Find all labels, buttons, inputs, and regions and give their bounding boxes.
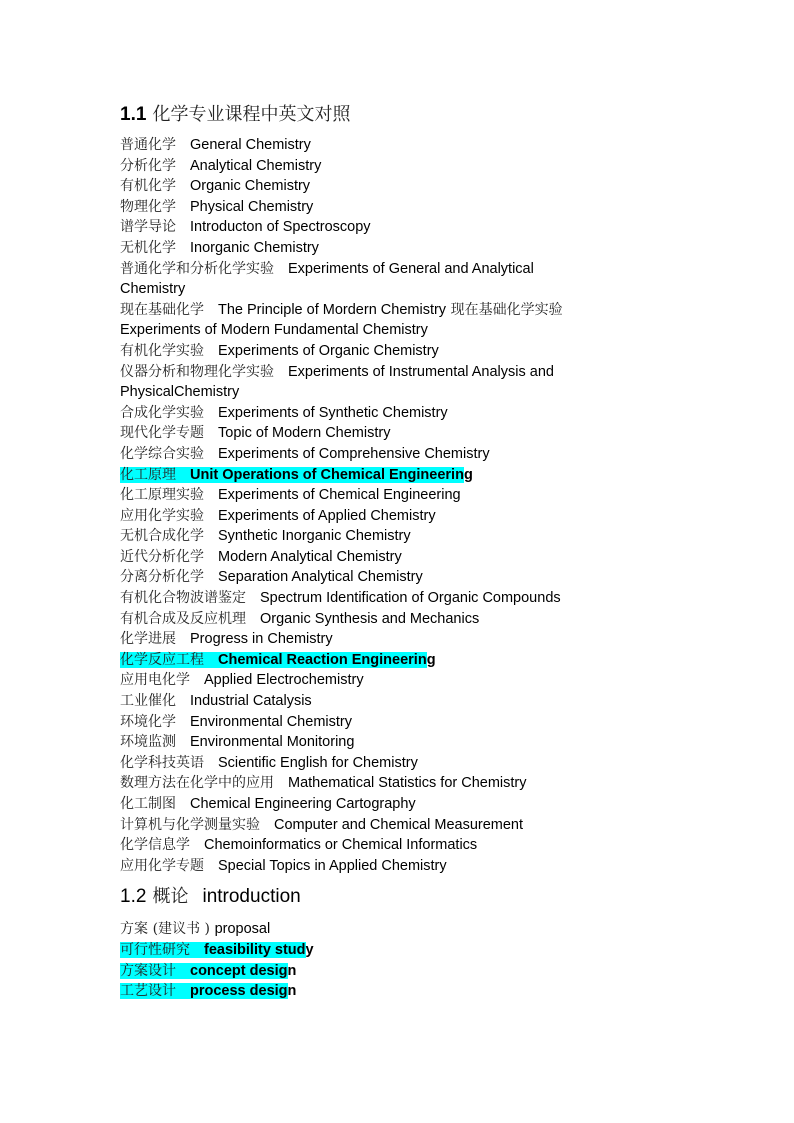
course-item xyxy=(120,341,590,362)
course-item xyxy=(120,815,590,836)
course-zh: 普通化学和分析化学实验 xyxy=(120,260,274,277)
course-item xyxy=(120,485,590,506)
course-en: Inorganic Chemistry xyxy=(190,239,319,256)
course-item xyxy=(120,712,590,733)
course-zh: 合成化学实验 xyxy=(120,404,204,421)
course-item xyxy=(120,217,590,238)
document-content xyxy=(120,100,590,1002)
course-en: Experiments of Synthetic Chemistry xyxy=(218,404,448,421)
course-zh: 化学综合实验 xyxy=(120,445,204,462)
course-item xyxy=(120,753,590,774)
course-zh: 有机化学实验 xyxy=(120,342,204,359)
term-en: process desig xyxy=(190,983,288,1000)
course-zh: 化学科技英语 xyxy=(120,754,204,771)
course-en: Chemical Reaction Engineerin xyxy=(218,651,427,668)
course-zh: 计算机与化学测量实验 xyxy=(120,816,260,833)
course-zh: 化学信息学 xyxy=(120,837,190,854)
term-zh: 可行性研究 xyxy=(120,941,190,958)
course-en: Organic Chemistry xyxy=(190,178,311,195)
course-en: Organic Synthesis and Mechanics xyxy=(260,610,480,627)
course-zh: 化学进展 xyxy=(120,631,176,648)
course-zh: 仪器分析和物理化学实验 xyxy=(120,363,274,380)
term-zh: 方案设计 xyxy=(120,962,176,979)
term-en-tail: n xyxy=(287,962,297,979)
course-item xyxy=(120,238,590,259)
proposal-line xyxy=(120,919,590,940)
course-item xyxy=(120,176,590,197)
course-item xyxy=(120,773,590,794)
course-zh: 现在基础化学 xyxy=(120,301,204,318)
term-en: feasibility stud xyxy=(204,941,306,958)
course-zh: 应用电化学 xyxy=(120,672,190,689)
course-en: Chemical Engineering Cartography xyxy=(190,796,416,812)
course-en: Modern Analytical Chemistry xyxy=(218,548,402,565)
course-en: Topic of Modern Chemistry xyxy=(218,425,391,442)
course-item xyxy=(120,567,590,588)
course-item xyxy=(120,197,590,218)
course-en: Environmental Chemistry xyxy=(190,713,352,730)
course-zh: 数理方法在化学中的应用 xyxy=(120,775,274,792)
course-item xyxy=(120,403,590,424)
course-zh: 谱学导论 xyxy=(120,219,176,236)
course-zh: 无机合成化学 xyxy=(120,528,204,545)
course-zh: 有机合成及反应机理 xyxy=(120,610,246,627)
proposal-zh: 方案 xyxy=(120,921,148,938)
section-2-title-zh: 概论 xyxy=(152,886,189,908)
course-item xyxy=(120,547,590,568)
course-en: Experiments of Chemical Engineering xyxy=(218,487,461,504)
course-zh: 有机化学 xyxy=(120,178,176,195)
course-item xyxy=(120,300,590,341)
course-item xyxy=(120,526,590,547)
course-zh: 无机化学 xyxy=(120,239,176,256)
course-item xyxy=(120,609,590,630)
course-zh: 有机化合物波谱鉴定 xyxy=(120,590,246,607)
course-en: Experiments of General and Analytical Chemistry xyxy=(120,260,534,298)
course-en: Introducton of Spectroscopy xyxy=(190,219,371,236)
course-en: Scientific English for Chemistry xyxy=(218,754,418,771)
course-item xyxy=(120,588,590,609)
course-en: Environmental Monitoring xyxy=(190,734,355,751)
course-item xyxy=(120,732,590,753)
course-zh: 近代分析化学 xyxy=(120,548,204,565)
course-en: Experiments of Instrumental Analysis and PhysicalChemistry xyxy=(120,363,554,401)
course-en-secondary: Experiments of Modern Fundamental Chemistry xyxy=(120,322,428,339)
course-en: Special Topics in Applied Chemistry xyxy=(218,857,447,874)
course-item xyxy=(120,423,590,444)
proposal-en: proposal xyxy=(214,921,271,938)
course-item-highlighted xyxy=(120,465,590,486)
course-zh: 工业催化 xyxy=(120,693,176,710)
course-item xyxy=(120,506,590,527)
course-zh: 应用化学专题 xyxy=(120,857,204,874)
course-zh: 分析化学 xyxy=(120,157,176,174)
course-zh-secondary: 现在基础化学实验 xyxy=(450,301,563,318)
course-zh: 普通化学 xyxy=(120,137,176,153)
section-1-number: 1.1 xyxy=(120,104,147,125)
course-en: Computer and Chemical Measurement xyxy=(274,816,524,833)
course-en: General Chemistry xyxy=(190,137,311,153)
course-en-tail: g xyxy=(426,651,436,668)
term-en: concept desig xyxy=(190,962,288,979)
course-en: Analytical Chemistry xyxy=(190,157,322,174)
course-item xyxy=(120,156,590,177)
section-2-number: 1.2 xyxy=(120,886,147,908)
course-list xyxy=(120,135,590,876)
term-zh: 工艺设计 xyxy=(120,983,176,1000)
section-1-title: 化学专业课程中英文对照 xyxy=(152,104,351,125)
course-en: Applied Electrochemistry xyxy=(204,672,364,689)
course-zh: 应用化学实验 xyxy=(120,507,204,524)
course-item xyxy=(120,794,590,815)
course-zh: 环境化学 xyxy=(120,713,176,730)
course-en: Progress in Chemistry xyxy=(190,631,333,648)
course-en: Experiments of Organic Chemistry xyxy=(218,342,439,359)
term-en-tail: n xyxy=(287,983,297,1000)
course-item xyxy=(120,259,590,300)
course-en: Industrial Catalysis xyxy=(190,693,312,710)
course-item xyxy=(120,835,590,856)
course-en: Unit Operations of Chemical Engineerin xyxy=(190,466,464,483)
course-en: Experiments of Comprehensive Chemistry xyxy=(218,445,490,462)
proposal-zh-note: (建议书 ) xyxy=(152,921,210,938)
section-1-heading xyxy=(120,100,590,129)
term-en-tail: y xyxy=(305,941,314,958)
course-zh: 化工制图 xyxy=(120,796,176,812)
course-item xyxy=(120,444,590,465)
course-en: Spectrum Identification of Organic Compounds xyxy=(260,590,561,607)
course-zh: 化工原理 xyxy=(120,466,176,483)
course-item xyxy=(120,629,590,650)
section-2-title-en: introduction xyxy=(202,886,301,908)
course-item xyxy=(120,856,590,877)
course-item xyxy=(120,362,590,403)
term-item-highlighted xyxy=(120,940,590,961)
course-zh: 物理化学 xyxy=(120,198,176,215)
term-item-highlighted xyxy=(120,961,590,982)
course-item xyxy=(120,135,590,156)
course-en: Chemoinformatics or Chemical Informatics xyxy=(204,837,478,854)
course-en: Mathematical Statistics for Chemistry xyxy=(288,775,527,792)
course-zh: 环境监测 xyxy=(120,734,176,751)
course-zh: 现代化学专题 xyxy=(120,425,204,442)
course-zh: 分离分析化学 xyxy=(120,569,204,586)
term-item-highlighted xyxy=(120,981,590,1002)
course-en: Physical Chemistry xyxy=(190,198,314,215)
course-item xyxy=(120,691,590,712)
course-en: Separation Analytical Chemistry xyxy=(218,569,423,586)
course-zh: 化学反应工程 xyxy=(120,651,204,668)
course-en: Synthetic Inorganic Chemistry xyxy=(218,528,411,545)
course-en: The Principle of Mordern Chemistry xyxy=(218,301,447,318)
course-zh: 化工原理实验 xyxy=(120,487,204,504)
course-item-highlighted xyxy=(120,650,590,671)
section-2-heading xyxy=(120,882,590,911)
course-en: Experiments of Applied Chemistry xyxy=(218,507,436,524)
course-en-tail: g xyxy=(463,466,473,483)
course-item xyxy=(120,670,590,691)
